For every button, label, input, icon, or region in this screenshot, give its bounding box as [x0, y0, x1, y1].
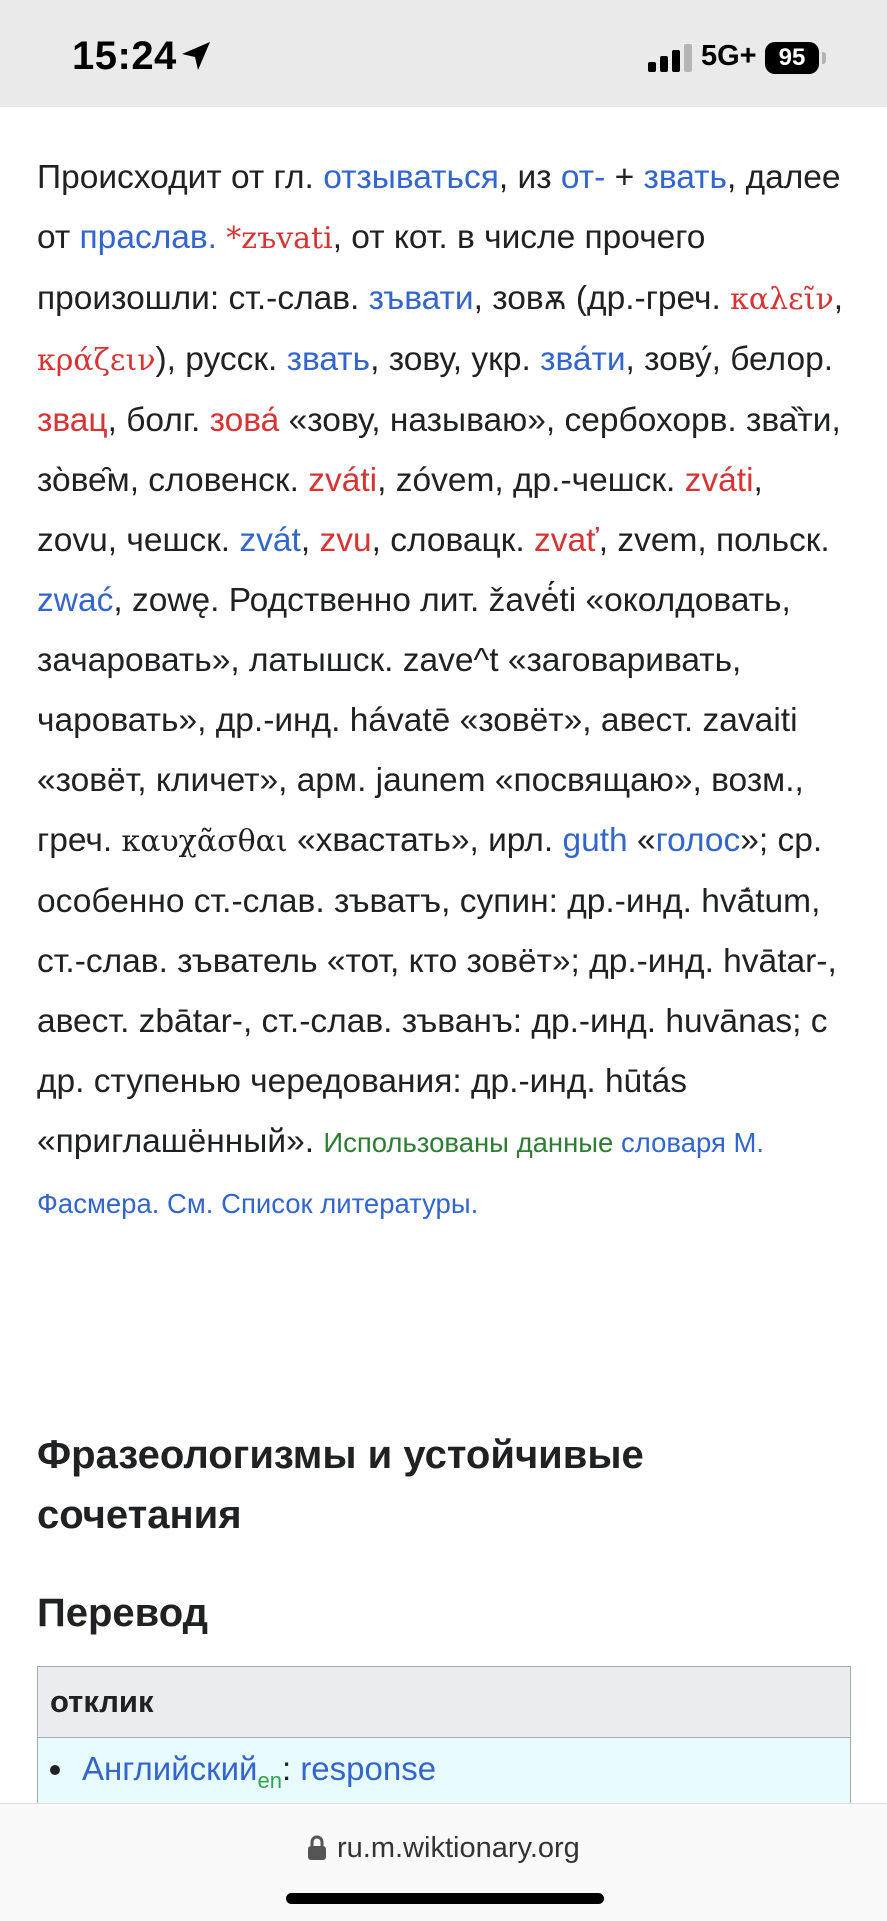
- lock-icon: [307, 1835, 327, 1861]
- translation-separator: :: [281, 1750, 301, 1787]
- etymology-link[interactable]: zwać: [37, 582, 114, 619]
- etymology-text: , зову́, белор.: [625, 341, 834, 378]
- etymology-text: «: [627, 822, 656, 859]
- etymology-text: »; ср. особенно ст.-слав. зъватъ, супин: др.-инд. hvā́tum, ст.-слав. зъватель «тот, кто зовёт»; др.-инд. hvātar-, авест. zbātar-, ст.-слав. зъванъ: др.-инд. huvānas; с др. ступенью чередования: др.-инд. hūtás «приглашённый».: [37, 822, 837, 1160]
- etymology-text: +: [605, 159, 644, 196]
- bullet: [50, 1765, 60, 1775]
- etymology-link[interactable]: κράζειν: [37, 343, 156, 378]
- status-bar: [0, 0, 887, 107]
- etymology-link[interactable]: zvát: [239, 522, 301, 559]
- etymology-link[interactable]: zvu: [319, 522, 372, 559]
- etymology-text: , zovu, чешск.: [37, 462, 763, 559]
- home-indicator[interactable]: [286, 1893, 604, 1904]
- etymology-link[interactable]: отзываться: [323, 159, 499, 196]
- etymology-text: , из: [498, 159, 561, 196]
- translation-heading: Перевод: [37, 1591, 209, 1635]
- status-time: 15:24: [72, 34, 177, 78]
- etymology-link[interactable]: zváti: [308, 462, 378, 499]
- etymology-text: .: [151, 1188, 168, 1219]
- etymology-paragraph: [37, 148, 852, 1234]
- etymology-link[interactable]: звать: [643, 159, 727, 196]
- battery-tip: [822, 52, 826, 64]
- battery-level: 95: [765, 42, 819, 74]
- etymology-text: , болг.: [107, 402, 210, 439]
- etymology-link[interactable]: См. Список литературы: [167, 1188, 471, 1219]
- etymology-link[interactable]: *zъvati: [226, 221, 333, 256]
- etymology-link[interactable]: зова́: [209, 402, 280, 439]
- location-arrow-icon: [180, 40, 212, 72]
- translation-link[interactable]: response: [300, 1750, 437, 1787]
- etymology-link[interactable]: καλεῖν: [730, 282, 834, 317]
- etymology-text: ,: [300, 522, 320, 559]
- etymology-link[interactable]: праслав.: [79, 219, 217, 256]
- etymology-link[interactable]: zvať: [534, 522, 599, 559]
- etymology-link[interactable]: голос: [655, 822, 741, 859]
- signal-icon: [648, 44, 694, 72]
- etymology-link[interactable]: звать: [286, 341, 371, 378]
- url-text[interactable]: ru.m.wiktionary.org: [337, 1832, 580, 1864]
- etymology-text: .: [470, 1188, 479, 1219]
- etymology-text: , зовѫ (др.-греч.: [473, 280, 731, 317]
- translation-item: [82, 1744, 436, 1806]
- language-link[interactable]: Английский: [82, 1750, 258, 1787]
- etymology-text: Использованы данные: [323, 1127, 621, 1158]
- etymology-text: , zóvem, др.-чешск.: [377, 462, 685, 499]
- etymology-text: , словацк.: [371, 522, 535, 559]
- etymology-link[interactable]: от-: [560, 159, 606, 196]
- etymology-text: , от кот. в числе прочего произошли: ст.-слав.: [37, 219, 706, 317]
- etymology-text: ,: [833, 280, 844, 317]
- etymology-link[interactable]: звац: [37, 402, 108, 439]
- etymology-text: ), русск.: [155, 341, 287, 378]
- etymology-link[interactable]: словаря М. Фасмера: [37, 1127, 765, 1219]
- etymology-text: [217, 219, 226, 256]
- etymology-text: , зову, укр.: [370, 341, 541, 378]
- etymology-text: «хвастать», ирл.: [287, 822, 563, 859]
- etymology-link[interactable]: зъвати: [368, 280, 474, 317]
- phraseology-heading: Фразеологизмы и устойчивые сочетания: [37, 1433, 644, 1537]
- etymology-text: «зову, называю», сербохорв. зва̏ти, зо̀ве̑м, словенск.: [37, 402, 841, 499]
- translation-table: [37, 1666, 851, 1808]
- etymology-text: Происходит от гл.: [37, 159, 324, 196]
- language-code: en: [257, 1768, 282, 1793]
- etymology-link[interactable]: zváti: [684, 462, 754, 499]
- etymology-text: , zvem, польск.: [598, 522, 830, 559]
- etymology-text: , zowę. Родственно лит. žavė́ti «околдовать, зачаровать», латышск. zave^t «заговаривать, чаровать», др.-инд. hávatē «зовёт», авест. zavaiti «зовёт, кличет», арм. jaunem «посвящаю», возм., греч.: [37, 582, 804, 859]
- etymology-link[interactable]: зва́ти: [540, 341, 626, 378]
- translation-table-header[interactable]: отклик: [38, 1667, 850, 1738]
- network-type: 5G+: [701, 40, 757, 72]
- etymology-text: καυχᾶσθαι: [121, 824, 288, 859]
- etymology-link[interactable]: guth: [562, 822, 628, 859]
- translation-row: [38, 1738, 850, 1808]
- etymology-text: , далее от: [37, 159, 841, 256]
